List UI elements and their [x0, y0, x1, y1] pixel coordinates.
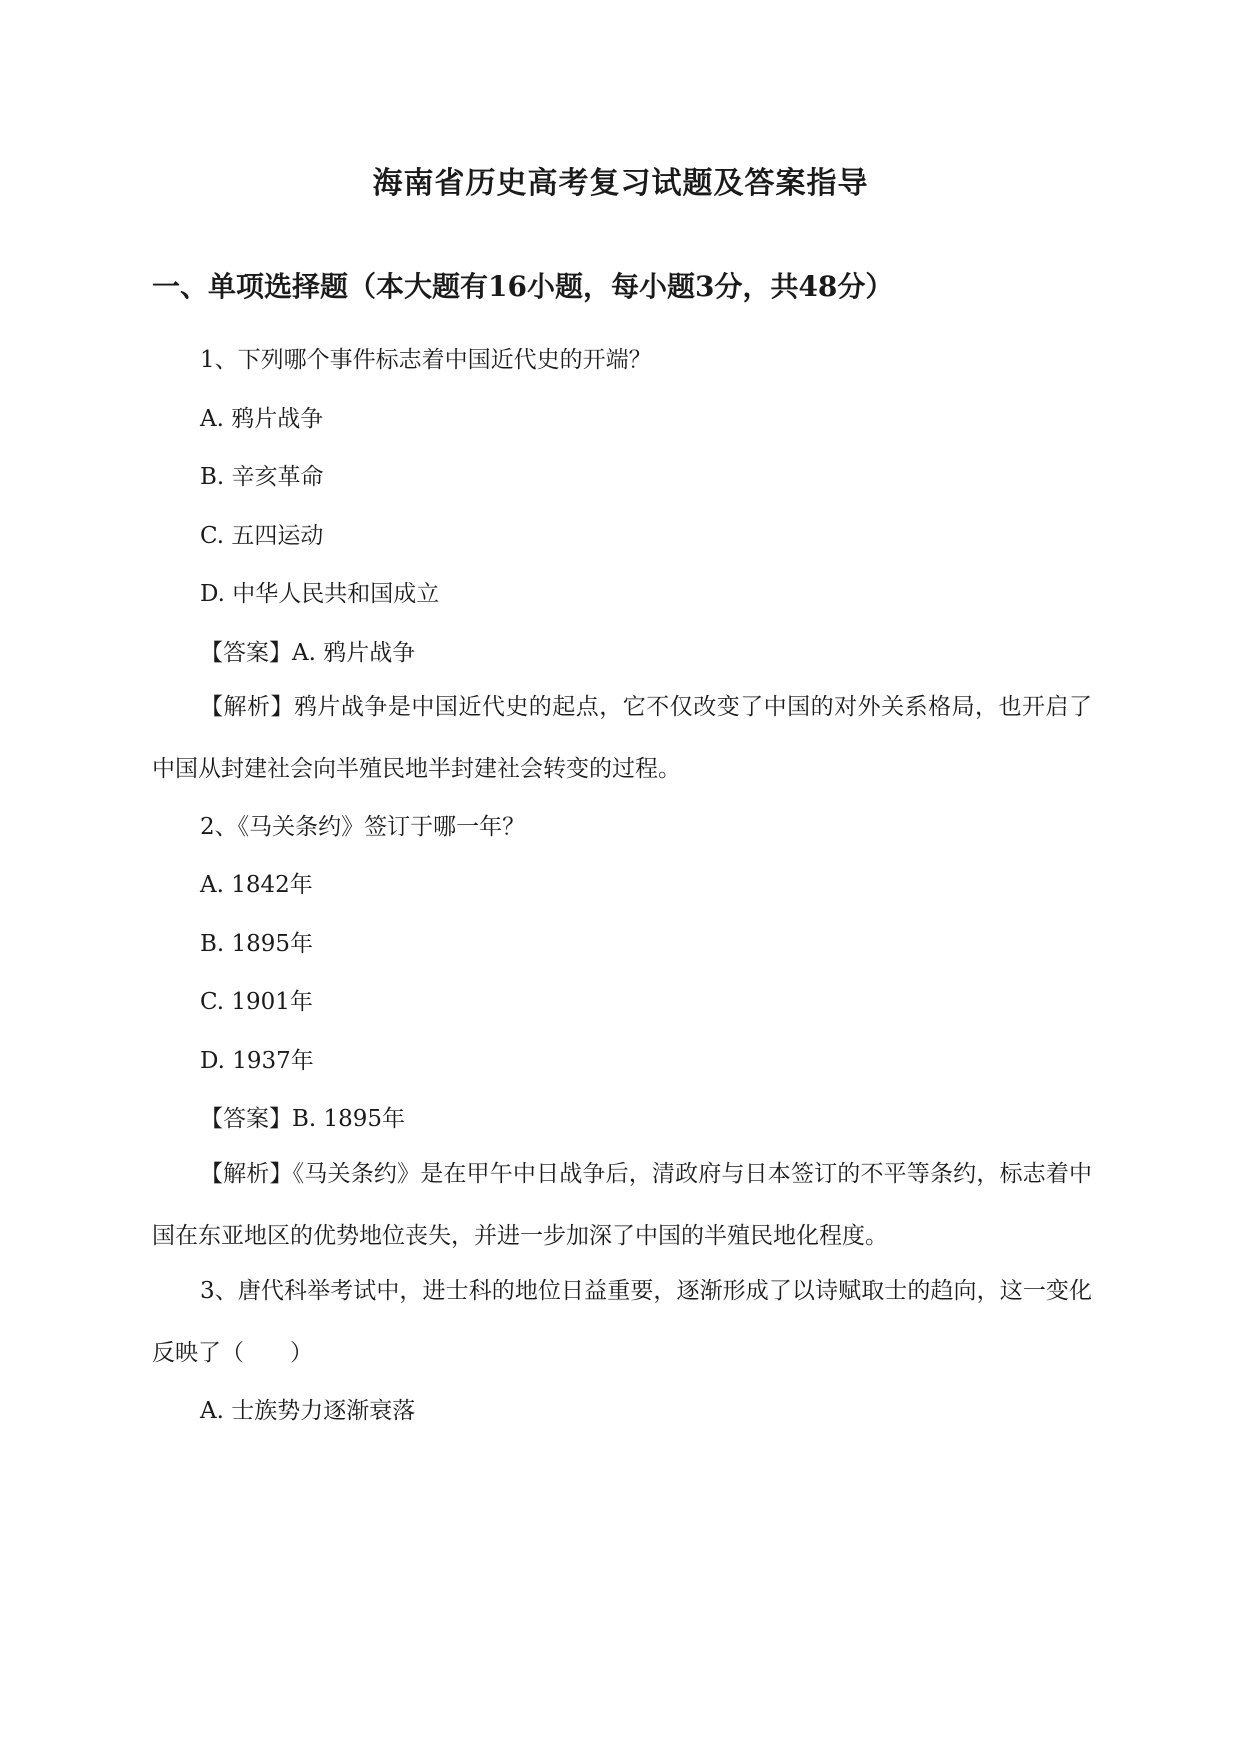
question-1-option-d: D. 中华人民共和国成立	[200, 581, 440, 607]
question-1-option-b: B. 辛亥革命	[200, 464, 324, 490]
question-2-option-d: D. 1937年	[200, 1048, 314, 1074]
question-2-option-c: C. 1901年	[200, 989, 313, 1015]
question-1-stem: 1、下列哪个事件标志着中国近代史的开端？	[200, 347, 652, 373]
question-1-answer: 【答案】A. 鸦片战争	[200, 640, 416, 666]
question-1-option-c: C. 五四运动	[200, 523, 324, 549]
question-2-option-b: B. 1895年	[200, 931, 314, 957]
question-2-option-a: A. 1842年	[200, 872, 313, 898]
question-1-option-a: A. 鸦片战争	[200, 406, 324, 432]
question-3-stem: 3、唐代科举考试中，进士科的地位日益重要，逐渐形成了以诗赋取士的趋向，这一变化反映了（ ）	[152, 1278, 1092, 1366]
question-2-stem: 2、《马关条约》签订于哪一年？	[200, 814, 526, 840]
section-heading: 一、单项选择题（本大题有16小题，每小题3分，共48分）	[152, 270, 894, 303]
question-2-answer: 【答案】B. 1895年	[200, 1106, 406, 1132]
question-3-option-a: A. 士族势力逐渐衰落	[200, 1398, 416, 1424]
question-2-analysis: 【解析】《马关条约》是在甲午中日战争后，清政府与日本签订的不平等条约，标志着中国在东亚地区的优势地位丧失，并进一步加深了中国的半殖民地化程度。	[152, 1161, 1092, 1249]
question-1-analysis: 【解析】鸦片战争是中国近代史的起点，它不仅改变了中国的对外关系格局，也开启了中国从封建社会向半殖民地半封建社会转变的过程。	[152, 694, 1092, 782]
document-title: 海南省历史高考复习试题及答案指导	[372, 166, 869, 201]
